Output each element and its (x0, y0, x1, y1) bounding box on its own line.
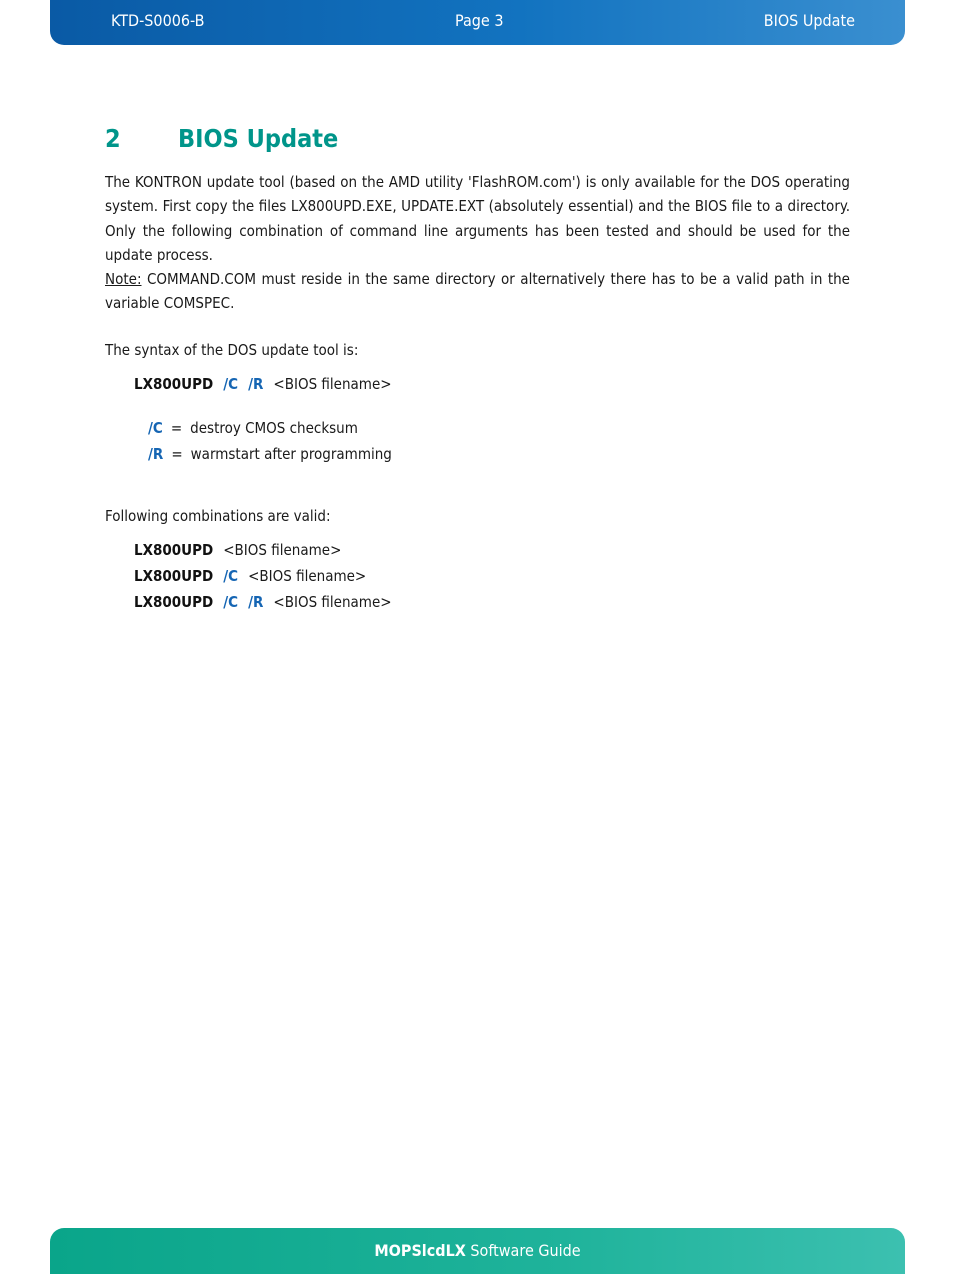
syntax-switch-c: /C (223, 375, 239, 393)
combination-command: LX800UPD (134, 541, 214, 559)
combination-argument: <BIOS filename> (273, 593, 392, 611)
syntax-switch-r: /R (248, 375, 264, 393)
combination-switch-c: /C (223, 567, 239, 585)
option-equals: = (170, 419, 183, 437)
note-paragraph (105, 267, 850, 316)
combination-argument: <BIOS filename> (223, 541, 342, 559)
option-description: warmstart after programming (190, 445, 392, 463)
section-title-text: BIOS Update (178, 124, 339, 153)
option-switch: /C (148, 419, 163, 437)
section-number: 2 (105, 124, 121, 153)
header-page-number: Page 3 (455, 11, 504, 30)
intro-paragraph: The KONTRON update tool (based on the AMD utility 'FlashROM.com') is only available for the DOS operating system. First copy the files LX800UPD.EXE, UPDATE.EXT (absolutely essential) and the BIOS file to a directory. Only the following combination of command line arguments has been tested and should be used for the update process. (105, 173, 850, 264)
page-header (50, 0, 905, 45)
footer-text (50, 1241, 905, 1260)
section-title (105, 124, 338, 153)
header-doc-id: KTD-S0006-B (111, 11, 205, 30)
combination-row (134, 593, 392, 611)
header-section: BIOS Update (763, 11, 855, 30)
combination-row (134, 541, 341, 559)
syntax-intro: The syntax of the DOS update tool is: (105, 341, 359, 359)
option-row (148, 445, 392, 463)
footer-product: MOPSlcdLX (374, 1241, 466, 1260)
page-footer (50, 1228, 905, 1274)
combination-switch-c: /C (223, 593, 239, 611)
syntax-command: LX800UPD (134, 375, 214, 393)
syntax-line (134, 375, 392, 393)
combination-command: LX800UPD (134, 567, 214, 585)
note-label: Note: (105, 270, 142, 288)
syntax-argument: <BIOS filename> (273, 375, 392, 393)
option-row (148, 419, 358, 437)
combinations-intro: Following combinations are valid: (105, 507, 331, 525)
combination-row (134, 567, 366, 585)
note-text: COMMAND.COM must reside in the same directory or alternatively there has to be a valid path in the variable COMSPEC. (105, 270, 850, 313)
option-switch: /R (148, 445, 164, 463)
footer-suffix: Software Guide (465, 1241, 581, 1260)
option-equals: = (171, 445, 183, 463)
combination-command: LX800UPD (134, 593, 214, 611)
option-description: destroy CMOS checksum (190, 419, 358, 437)
combination-argument: <BIOS filename> (248, 567, 367, 585)
combination-switch-r: /R (248, 593, 264, 611)
